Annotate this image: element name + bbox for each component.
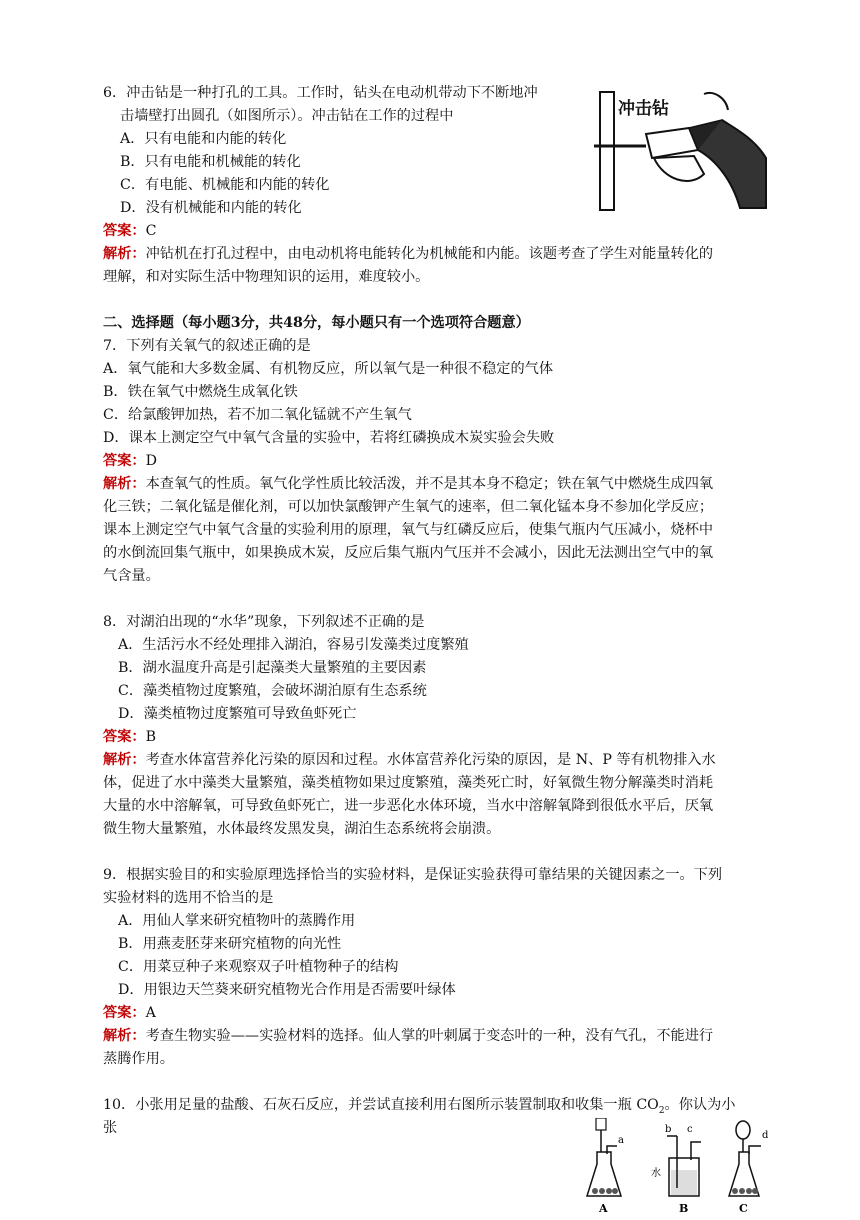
q9-stem-line2: 实验材料的选用不恰当的是 xyxy=(103,890,274,906)
co2-subscript: 2 xyxy=(658,1105,665,1116)
q7-answer xyxy=(103,450,763,473)
section-heading: 二、选择题（每小题3分，共48分，每小题只有一个选项符合题意） xyxy=(103,315,530,331)
document-page xyxy=(103,82,763,1140)
q8-analysis-line2: 体，促进了水中藻类大量繁殖，藻类植物如果过度繁殖，藻类死亡时，好氧微生物分解藻类时消耗 xyxy=(103,775,714,791)
q7-analysis-line4: 的水倒流回集气瓶中，如果换成木炭，反应后集气瓶内气压并不会减小，因此无法测出空气中的氧 xyxy=(103,545,714,561)
q8-answer xyxy=(103,726,763,749)
q6-option-d: D．没有机械能和内能的转化 xyxy=(120,200,302,216)
answer-value: A xyxy=(145,1005,156,1021)
wall-icon xyxy=(600,92,614,210)
q7-analysis-line3: 课本上测定空气中氧气含量的实验利用的原理，氧气与红磷反应后，使集气瓶内气压减小，烧杯中 xyxy=(103,522,714,538)
q6-analysis-line1 xyxy=(103,243,763,266)
q9-option-a: A．用仙人掌来研究植物叶的蒸腾作用 xyxy=(118,913,356,929)
analysis-text: 考查水体富营养化污染的原因和过程。水体富营养化污染的原因，是 N、P 等有机物排入水 xyxy=(145,752,716,768)
q6-option-b: B．只有电能和机械能的转化 xyxy=(120,154,301,170)
label-A: A xyxy=(599,1202,608,1215)
q7-option-c: C．给氯酸钾加热，若不加二氧化锰就不产生氧气 xyxy=(103,407,412,423)
analysis-text: 考查生物实验——实验材料的选择。仙人掌的叶刺属于变态叶的一种，没有气孔，不能进行 xyxy=(145,1028,714,1044)
analysis-label: 解析： xyxy=(103,1028,146,1044)
answer-value: C xyxy=(145,223,157,239)
q10-stem-tail: 。你认为小 xyxy=(664,1097,736,1113)
q6-option-c: C．有电能、机械能和内能的转化 xyxy=(120,177,330,193)
q10-stem-text: 10．小张用足量的盐酸、石灰石反应，并尝试直接利用右图所示装置制取和收集一瓶 CO xyxy=(103,1097,659,1113)
answer-label: 答案： xyxy=(103,729,146,745)
label-b: b xyxy=(665,1124,672,1135)
q8-option-c: C．藻类植物过度繁殖，会破坏湖泊原有生态系统 xyxy=(118,683,427,699)
q9-option-c: C．用菜豆种子来观察双子叶植物种子的结构 xyxy=(118,959,399,975)
q8-option-b: B．湖水温度升高是引起藻类大量繁殖的主要因素 xyxy=(118,660,427,676)
analysis-label: 解析： xyxy=(103,246,146,262)
q9-stem-line1: 9．根据实验目的和实验原理选择恰当的实验材料，是保证实验获得可靠结果的关键因素之一。下列 xyxy=(103,867,723,883)
q7-option-d: D．课本上测定空气中氧气含量的实验中，若将红磷换成木炭实验会失败 xyxy=(103,430,555,446)
q9-option-b: B．用燕麦胚芽来研究植物的向光性 xyxy=(118,936,342,952)
gas-apparatus-illustration xyxy=(583,1118,785,1216)
q10-stem-line1 xyxy=(103,1094,763,1117)
label-a: a xyxy=(618,1135,624,1146)
answer-value: B xyxy=(145,729,157,745)
q9-option-d: D．用银边天竺葵来研究植物光合作用是否需要叶绿体 xyxy=(118,982,456,998)
flask-c-icon xyxy=(729,1121,761,1196)
q6-analysis-line2: 理解，和对实际生活中物理知识的运用，难度较小。 xyxy=(103,269,430,285)
q8-analysis-line3: 大量的水中溶解氧，可导致鱼虾死亡，进一步恶化水体环境，当水中溶解氧降到很低水平后，厌氧 xyxy=(103,798,714,814)
q9-answer xyxy=(103,1002,763,1025)
analysis-text: 冲钻机在打孔过程中，由电动机将电能转化为机械能和内能。该题考查了学生对能量转化的 xyxy=(145,246,714,262)
cord-icon xyxy=(704,93,728,110)
answer-value: D xyxy=(145,453,157,469)
label-water: 水 xyxy=(651,1168,661,1179)
q7-option-a: A．氧气能和大多数金属、有机物反应，所以氧气是一种很不稳定的气体 xyxy=(103,361,554,377)
label-d: d xyxy=(762,1130,769,1141)
q10-stem-line2: 张 xyxy=(103,1120,118,1136)
answer-label: 答案： xyxy=(103,223,146,239)
hand-icon xyxy=(654,156,704,181)
q8-analysis-line1 xyxy=(103,749,763,772)
label-c: c xyxy=(687,1124,693,1135)
q7-analysis-line2: 化三铁；二氧化锰是催化剂，可以加快氯酸钾产生氧气的速率，但二氧化锰本身不参加化学反应； xyxy=(103,499,714,515)
label-C: C xyxy=(739,1202,748,1215)
answer-label: 答案： xyxy=(103,1005,146,1021)
flask-a-icon xyxy=(587,1118,621,1196)
q8-option-d: D．藻类植物过度繁殖可导致鱼虾死亡 xyxy=(118,706,357,722)
impact-drill-illustration xyxy=(594,88,770,212)
label-B: B xyxy=(679,1202,689,1215)
answer-label: 答案： xyxy=(103,453,146,469)
q7-analysis-line5: 气含量。 xyxy=(103,568,160,584)
figure-label: 冲击钻 xyxy=(618,99,669,119)
q6-stem-line2: 击墙壁打出圆孔（如图所示）。冲击钻在工作的过程中 xyxy=(120,108,454,124)
impact-drill-figure xyxy=(594,88,770,212)
bottle-b-icon xyxy=(667,1136,701,1196)
q7-option-b: B．铁在氧气中燃烧生成氧化铁 xyxy=(103,384,298,400)
q8-stem: 8．对湖泊出现的“水华”现象，下列叙述不正确的是 xyxy=(103,614,425,630)
q8-analysis-line4: 微生物大量繁殖，水体最终发黑发臭，湖泊生态系统将会崩溃。 xyxy=(103,821,501,837)
q7-stem: 7．下列有关氧气的叙述正确的是 xyxy=(103,338,311,354)
q9-analysis-line2: 蒸腾作用。 xyxy=(103,1051,174,1067)
q6-answer xyxy=(103,220,763,243)
analysis-text: 本查氧气的性质。氧气化学性质比较活泼，并不是其本身不稳定；铁在氧气中燃烧生成四氧 xyxy=(145,476,714,492)
q9-analysis-line1 xyxy=(103,1025,763,1048)
apparatus-figure xyxy=(583,1118,785,1216)
q8-option-a: A．生活污水不经处理排入湖泊，容易引发藻类过度繁殖 xyxy=(118,637,469,653)
q6-stem-line1: 6．冲击钻是一种打孔的工具。工作时，钻头在电动机带动下不断地冲 xyxy=(103,85,538,101)
analysis-label: 解析： xyxy=(103,476,146,492)
q6-option-a: A．只有电能和内能的转化 xyxy=(120,131,287,147)
q7-analysis-line1 xyxy=(103,473,763,496)
analysis-label: 解析： xyxy=(103,752,146,768)
